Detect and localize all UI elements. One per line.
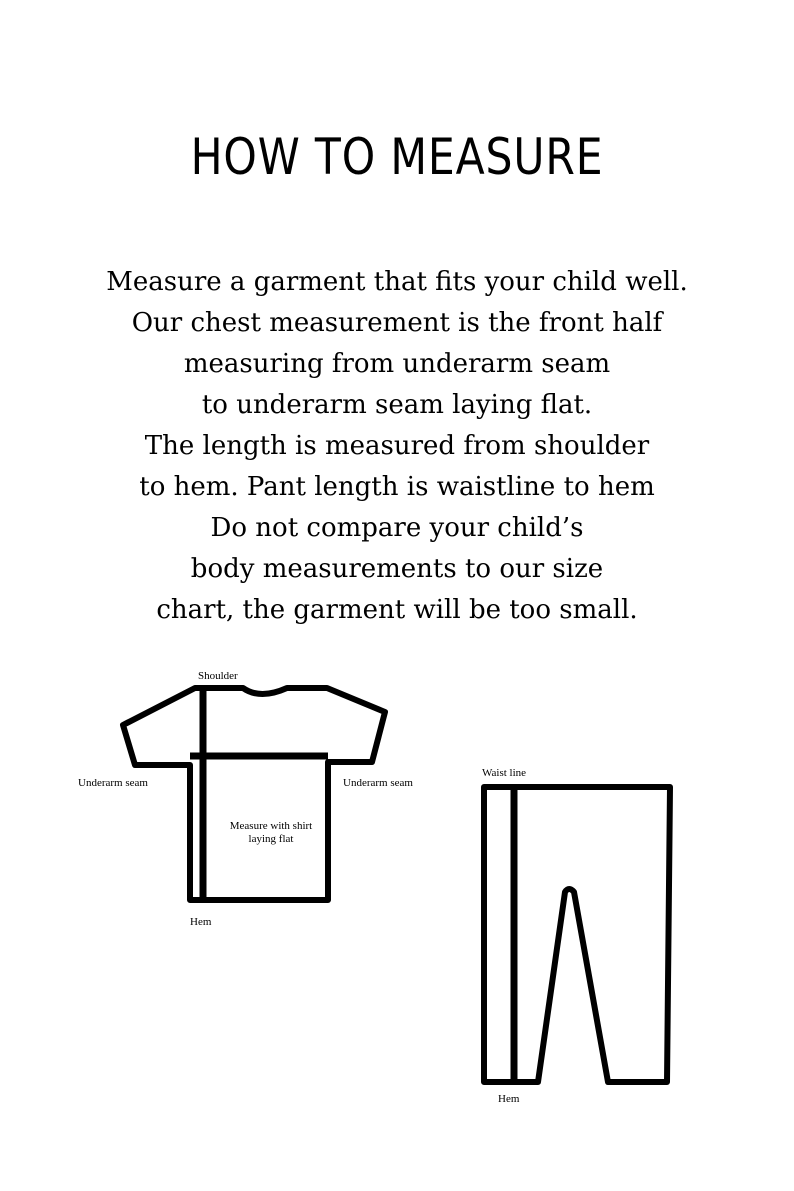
instruction-line: The length is measured from shoulder: [144, 431, 650, 461]
pants-diagram: [484, 787, 670, 1082]
shirt-outline: [123, 688, 385, 900]
instruction-line: to hem. Pant length is waistline to hem: [139, 472, 655, 502]
underarm-right-label: Underarm seam: [343, 777, 413, 789]
waist-line-label: Waist line: [482, 767, 527, 779]
shirt-hem-label: Hem: [190, 916, 212, 928]
underarm-left-label: Underarm seam: [78, 777, 148, 789]
instruction-line: chart, the garment will be too small.: [156, 595, 638, 625]
instruction-line: body measurements to our size: [190, 554, 604, 584]
shirt-flat-note: Measure with shirt laying flat: [229, 820, 313, 845]
shoulder-label: Shoulder: [198, 670, 238, 682]
instruction-line: to underarm seam laying flat.: [201, 390, 593, 420]
instruction-line: measuring from underarm seam: [183, 349, 611, 379]
pants-hem-label: Hem: [498, 1093, 520, 1105]
page-title: HOW TO MEASURE: [190, 128, 604, 186]
instruction-line: Measure a garment that fits your child well.: [106, 267, 688, 297]
shirt-diagram: [123, 688, 385, 900]
instruction-line: Do not compare your child’s: [210, 513, 584, 543]
instruction-line: Our chest measurement is the front half: [131, 308, 663, 338]
